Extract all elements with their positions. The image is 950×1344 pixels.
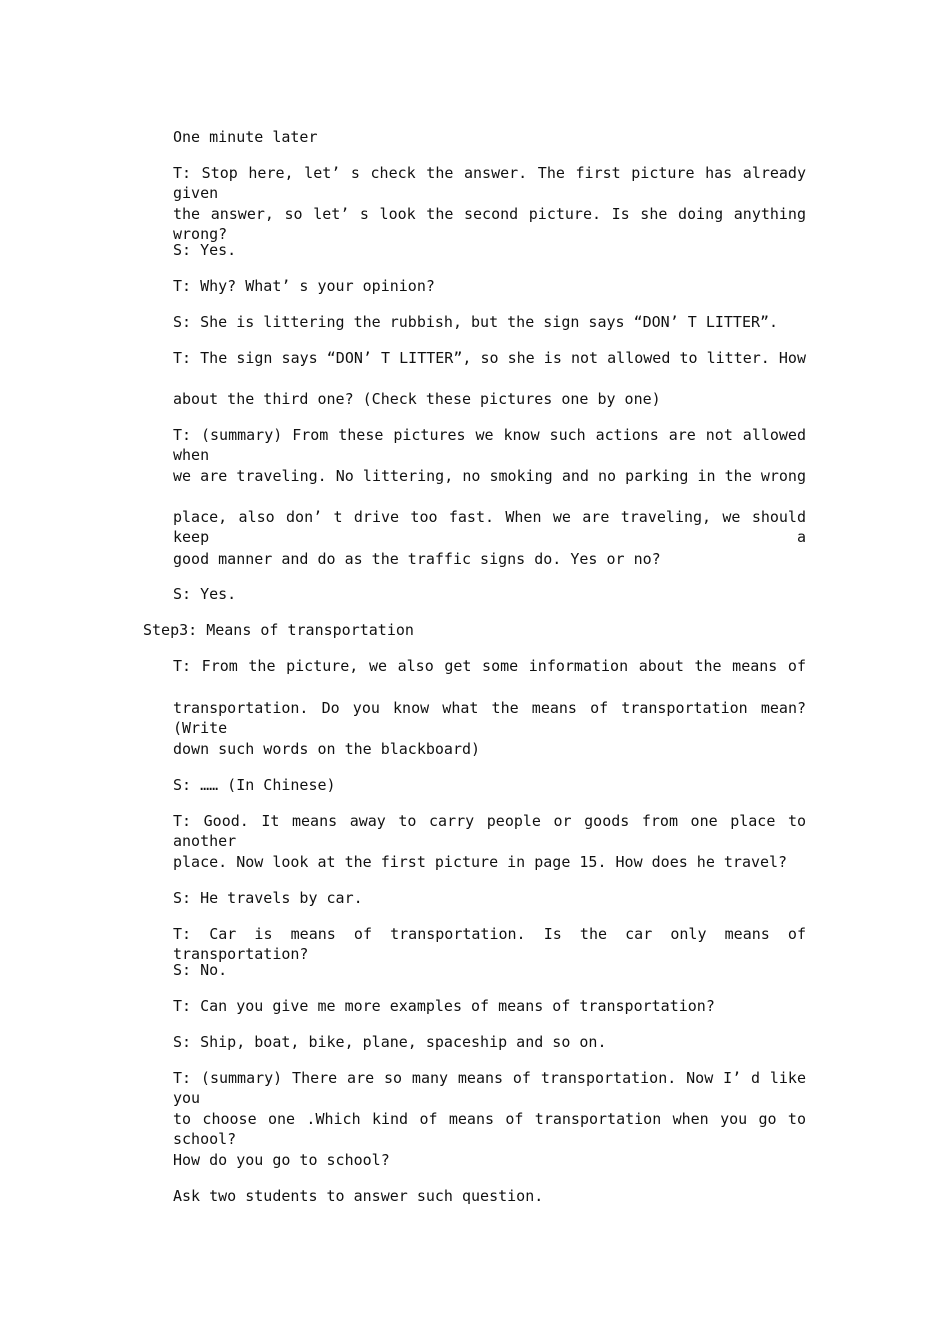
text-line: T: Good. It means away to carry people or goods from one place to another xyxy=(173,812,806,850)
text-line: S: Yes. xyxy=(173,585,237,603)
text-line: place. Now look at the first picture in page 15. How does he travel? xyxy=(173,853,788,871)
text-line: good manner and do as the traffic signs do. Yes or no? xyxy=(173,550,661,568)
text-line: we are traveling. No littering, no smoking and no parking in the wrong xyxy=(173,467,806,485)
text-line: S: No. xyxy=(173,961,228,979)
text-line: the answer, so let’ s look the second picture. Is she doing anything wrong? xyxy=(173,205,806,243)
section-heading: Step3: Means of transportation xyxy=(143,621,414,639)
text-line: about the third one? (Check these pictures one by one) xyxy=(173,390,661,408)
text-line: S: She is littering the rubbish, but the sign says “DON’ T LITTER”. xyxy=(173,313,779,331)
text-line: T: Stop here, let’ s check the answer. The first picture has already given xyxy=(173,164,806,202)
text-line: S: Yes. xyxy=(173,241,237,259)
text-line: T: The sign says “DON’ T LITTER”, so she is not allowed to litter. How xyxy=(173,349,806,367)
text-line: T: Car is means of transportation. Is the car only means of transportation? xyxy=(173,925,806,963)
text-line: S: Ship, boat, bike, plane, spaceship and so on. xyxy=(173,1033,607,1051)
text-line: to choose one .Which kind of means of transportation when you go to school? xyxy=(173,1110,806,1148)
text-line: S: …… (In Chinese) xyxy=(173,776,336,794)
text-line: T: Why? What’ s your opinion? xyxy=(173,277,435,295)
text-line: transportation. Do you know what the means of transportation mean? (Write xyxy=(173,699,806,737)
text-line: T: From the picture, we also get some information about the means of xyxy=(173,657,806,675)
text-line: One minute later xyxy=(173,128,318,146)
text-line: T: (summary) From these pictures we know such actions are not allowed when xyxy=(173,426,806,464)
text-line: T: (summary) There are so many means of transportation. Now I’ d like you xyxy=(173,1069,806,1107)
text-line: place, also don’ t drive too fast. When we are traveling, we should keep a xyxy=(173,508,806,546)
text-line: T: Can you give me more examples of means of transportation? xyxy=(173,997,715,1015)
text-line: How do you go to school? xyxy=(173,1151,390,1169)
text-line: Ask two students to answer such question. xyxy=(173,1187,544,1205)
text-line: down such words on the blackboard) xyxy=(173,740,481,758)
text-line: S: He travels by car. xyxy=(173,889,363,907)
